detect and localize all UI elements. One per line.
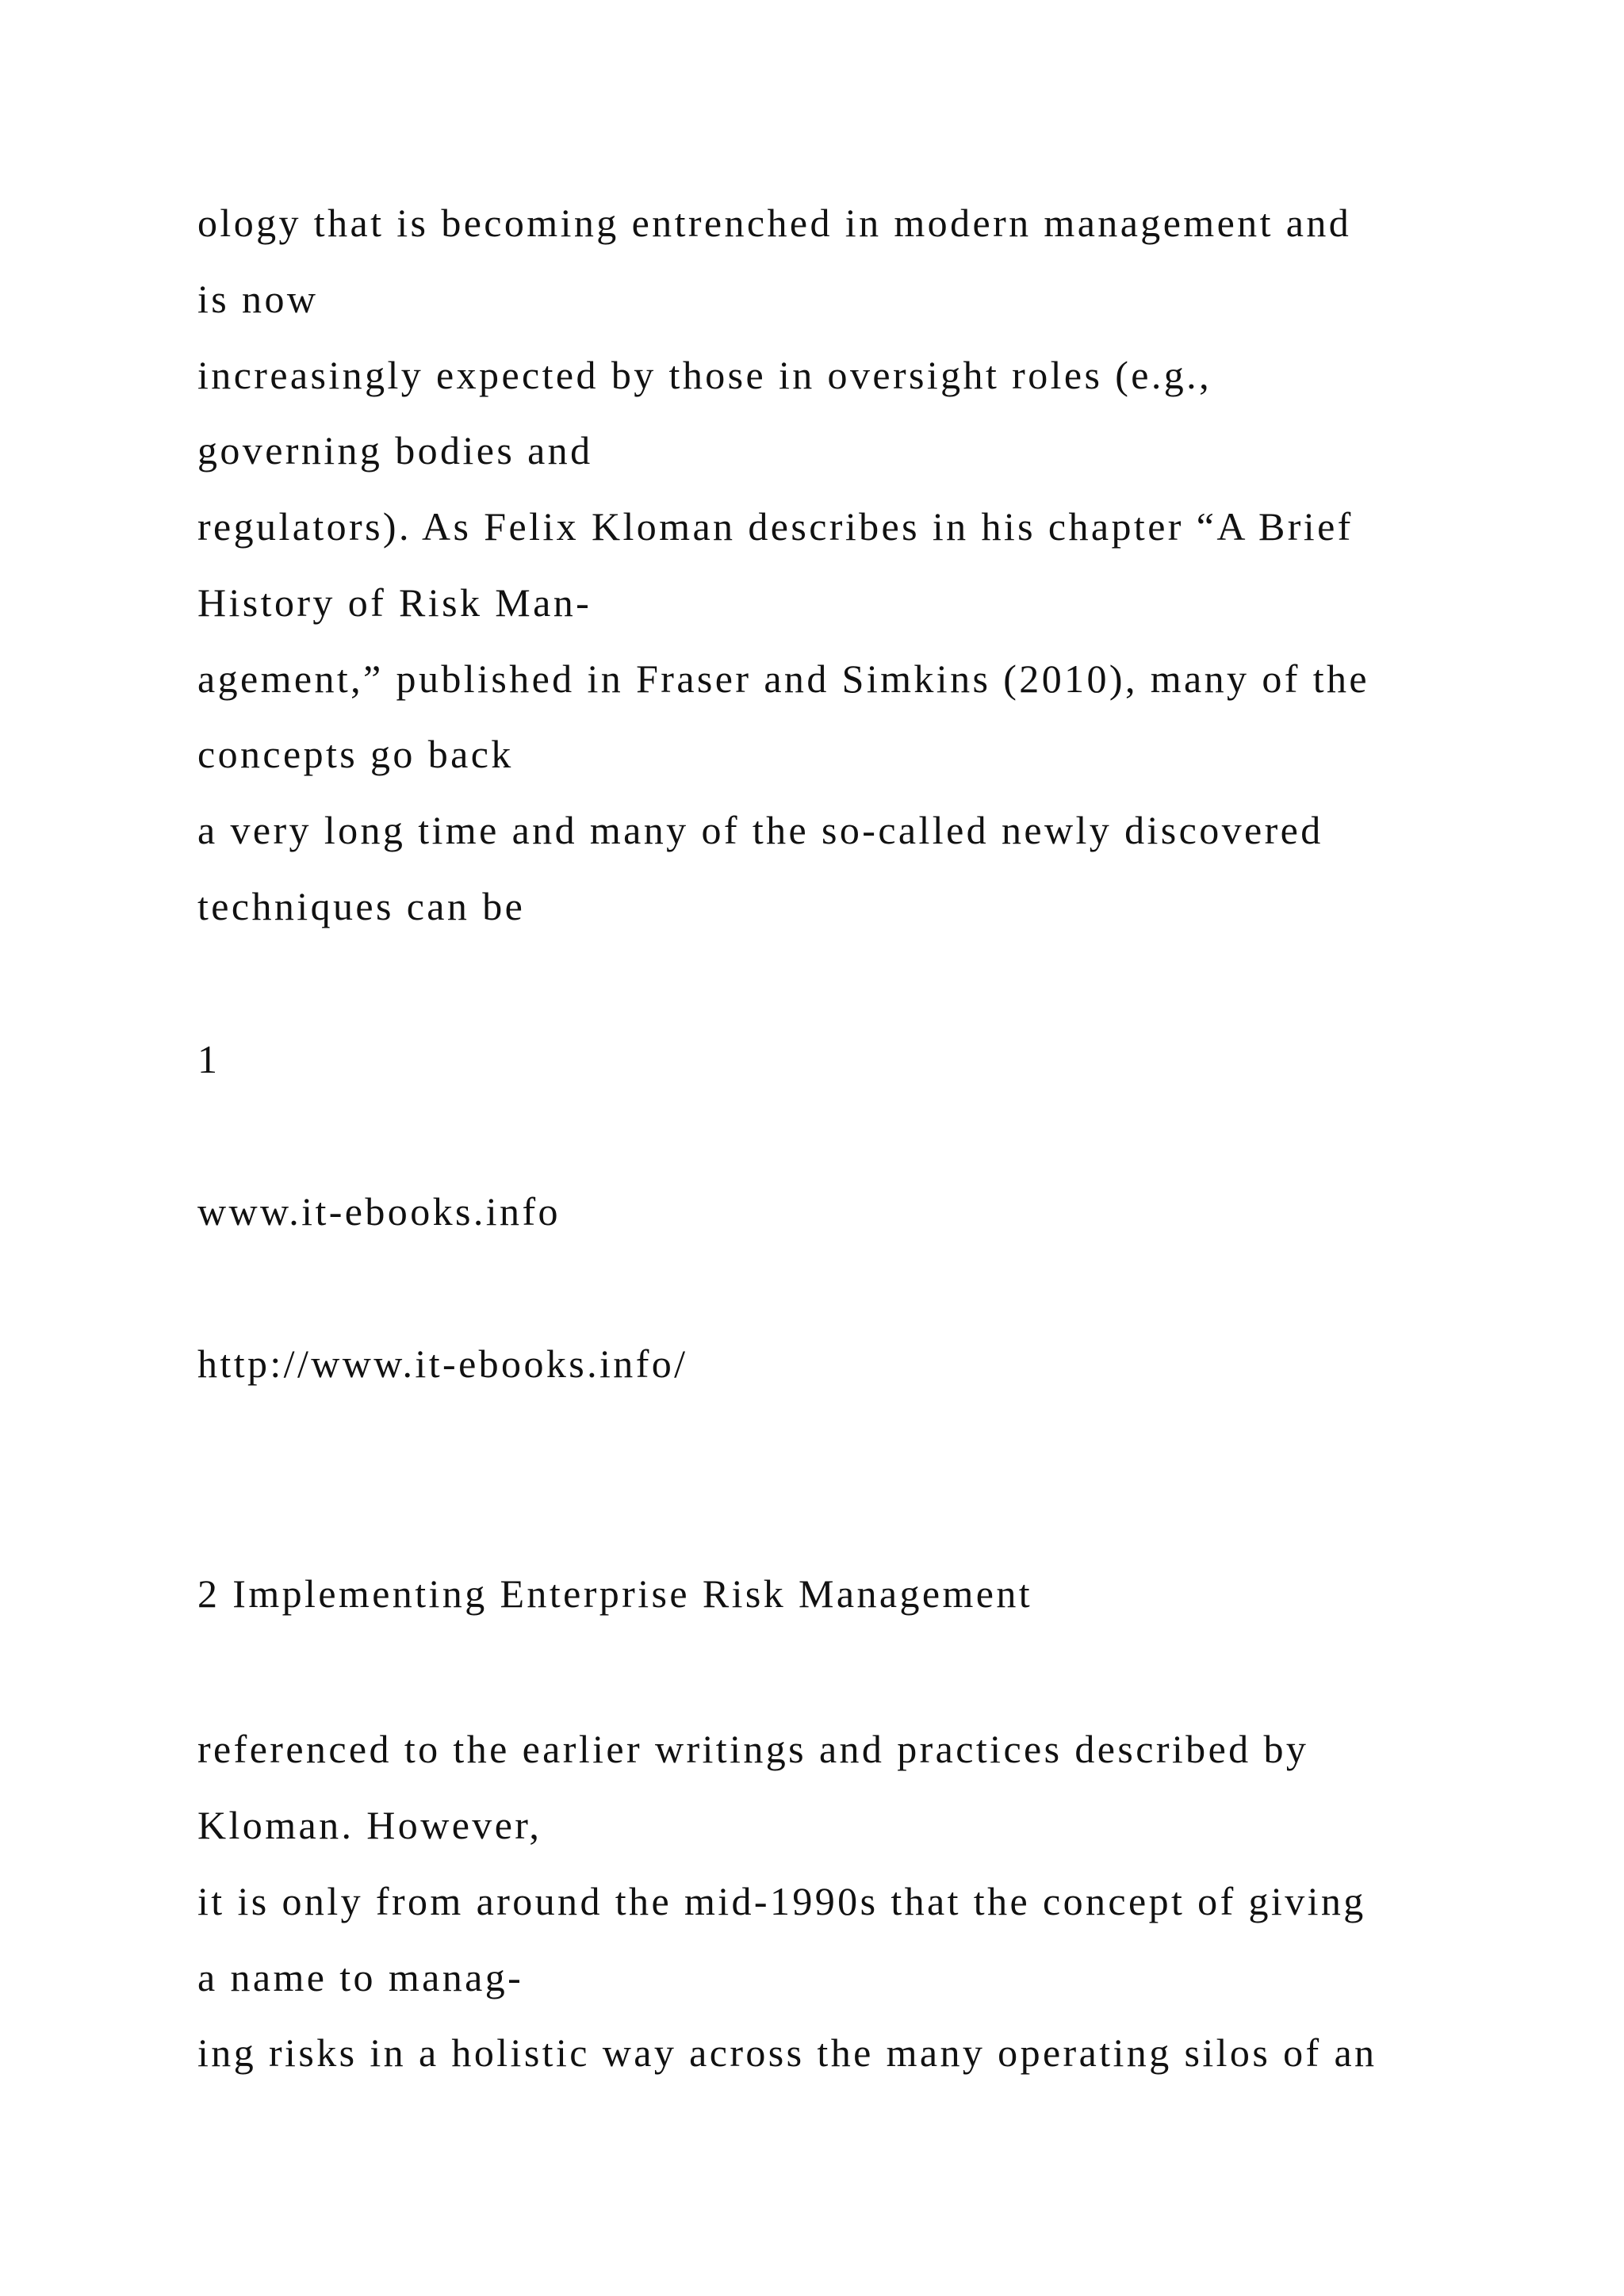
body-text-line: a name to manag- <box>197 1955 524 1999</box>
body-text-line: increasingly expected by those in oversight roles (e.g., <box>197 353 1212 397</box>
body-text-line: is now <box>197 277 319 321</box>
body-text-line: regulators). As Felix Kloman describes in his chapter “A Brief <box>197 504 1354 549</box>
body-text-line: governing bodies and <box>197 428 593 473</box>
site-link[interactable]: http://www.it-ebooks.info/ <box>197 1341 688 1386</box>
body-text-line: a very long time and many of the so-called newly discovered <box>197 808 1323 852</box>
body-text-line: Kloman. However, <box>197 1803 542 1847</box>
body-text-line: History of Risk Man- <box>197 580 592 625</box>
body-text-line: it is only from around the mid-1990s that the concept of giving <box>197 1879 1366 1923</box>
page-number: 1 <box>197 1037 220 1081</box>
body-text-line: techniques can be <box>197 884 526 928</box>
body-text-line: agement,” published in Fraser and Simkins (2010), many of the <box>197 656 1369 701</box>
site-watermark-text: www.it-ebooks.info <box>197 1189 561 1234</box>
running-header: 2 Implementing Enterprise Risk Management <box>197 1571 1033 1616</box>
body-text-line: referenced to the earlier writings and practices described by <box>197 1727 1309 1771</box>
body-text-line: ing risks in a holistic way across the many operating silos of an <box>197 2030 1377 2075</box>
body-text-line: ology that is becoming entrenched in modern management and <box>197 201 1352 245</box>
body-text-line: concepts go back <box>197 732 514 776</box>
